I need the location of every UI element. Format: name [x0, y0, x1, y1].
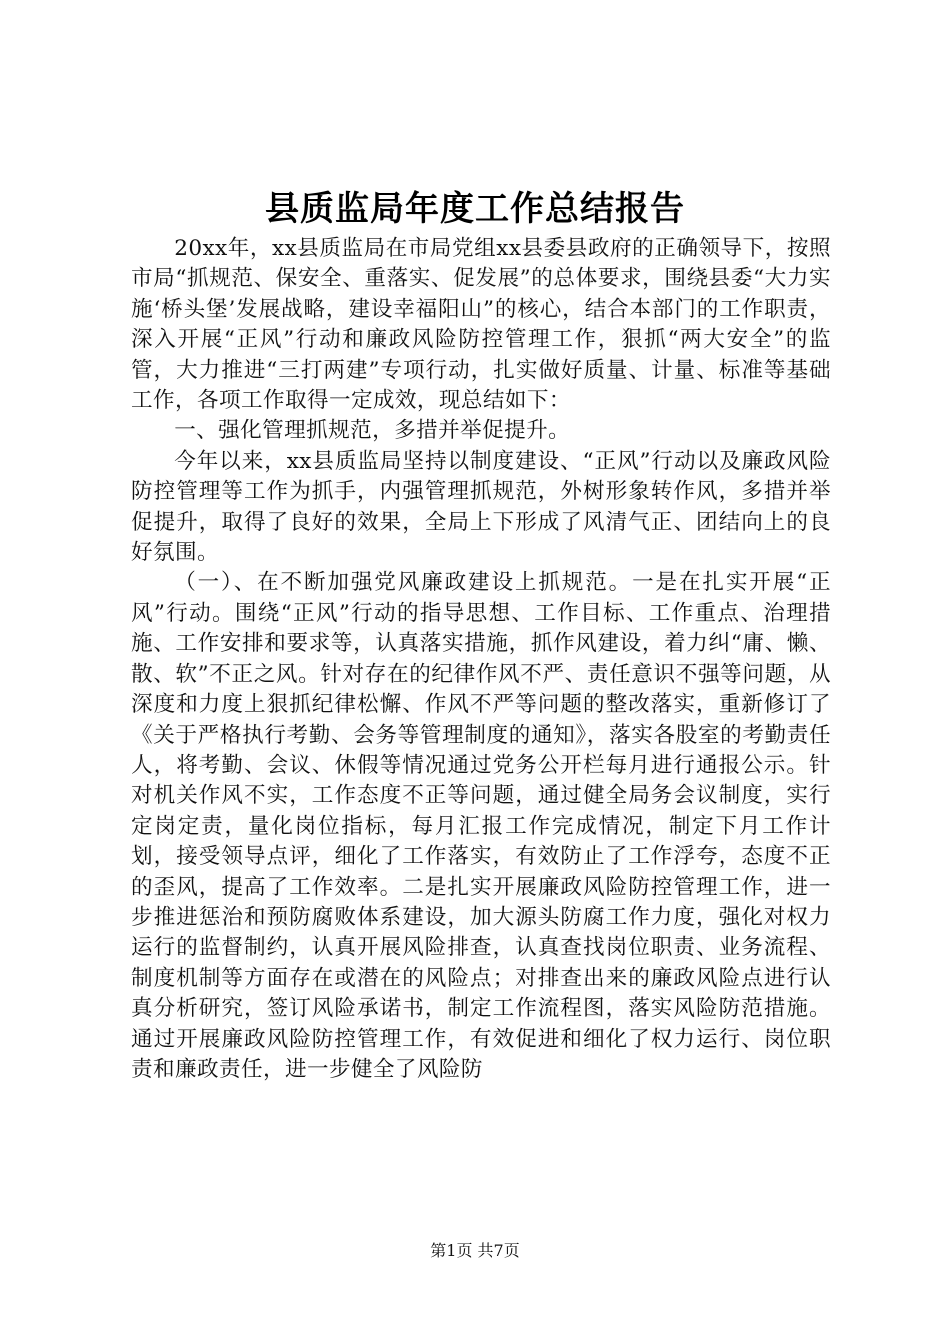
intro-paragraph: 20xx年，xx县质监局在市局党组xx县委县政府的正确领导下，按照市局“抓规范、保安全、重落实、促发展”的总体要求，围绕县委“大力实施‘桥头堡’发展战略，建设幸福阳山”的核心，结合本部门的工作职责，深入开展“正风”行动和廉政风险防控管理工作，狠抓“两大安全”的监管，大力推进“三打两建”专项行动，扎实做好质量、计量、标准等基础工作，各项工作取得一定成效，现总结如下： [131, 236, 831, 414]
section-1-paragraph: 今年以来，xx县质监局坚持以制度建设、“正风”行动以及廉政风险防控管理等工作为抓手，内强管理抓规范，外树形象转作风，多措并举促提升，取得了良好的效果，全局上下形成了风清气正、团结向上的良好氛围。 [131, 448, 831, 566]
subsection-1-paragraph: （一）、在不断加强党风廉政建设上抓规范。一是在扎实开展“正风”行动。围绕“正风”行动的指导思想、工作目标、工作重点、治理措施、工作安排和要求等，认真落实措施，抓作风建设，着力纠“庸、懒、散、软”不正之风。针对存在的纪律作风不严、责任意识不强等问题，从深度和力度上狠抓纪律松懈、作风不严等问题的整改落实，重新修订了《关于严格执行考勤、会务等管理制度的通知》，落实各股室的考勤责任人，将考勤、会议、休假等情况通过党务公开栏每月进行通报公示。针对机关作风不实，工作态度不正等问题，通过健全局务会议制度，实行定岗定责，量化岗位指标，每月汇报工作完成情况，制定下月工作计划，接受领导点评，细化了工作落实，有效防止了工作浮夸，态度不正的歪风，提高了工作效率。二是扎实开展廉政风险防控管理工作，进一步推进惩治和预防腐败体系建设，加大源头防腐工作力度，强化对权力运行的监督制约，认真开展风险排查，认真查找岗位职责、业务流程、制度机制等方面存在或潜在的风险点；对排查出来的廉政风险点进行认真分析研究，签订风险承诺书，制定工作流程图，落实风险防范措施。通过开展廉政风险防控管理工作，有效促进和细化了权力运行、岗位职责和廉政责任，进一步健全了风险防 [131, 570, 831, 1082]
document-title: 县质监局年度工作总结报告 [265, 189, 685, 229]
section-heading-1: 一、强化管理抓规范，多措并举促提升。 [174, 418, 571, 444]
document-body [131, 234, 831, 1085]
page-number-footer: 第1页 共7页 [430, 1241, 520, 1260]
